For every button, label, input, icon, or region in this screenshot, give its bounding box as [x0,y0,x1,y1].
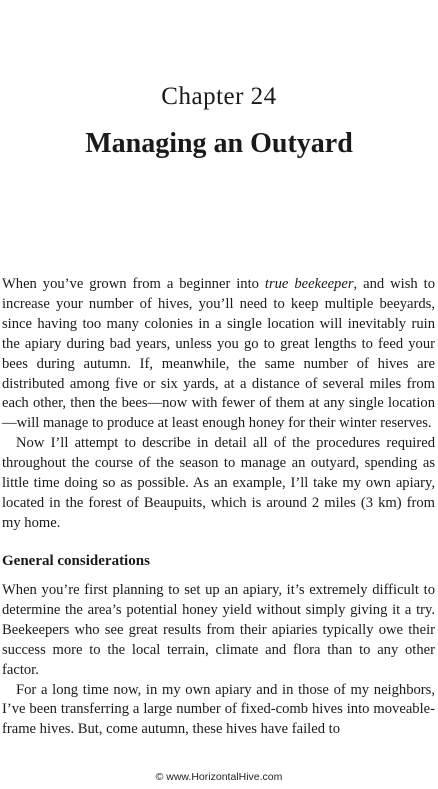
chapter-number: Chapter 24 [161,83,277,110]
section-heading: General considerations [2,553,150,569]
intro-p1-rest: , and wish to increase your number of hives, you’ll need to keep multiple beeyards, since having too many colonies in a single location will inevitably ruin the apiary during bad years, unless you go to great lengths to feed your bees during autumn. If, meanwhile, the same number of hives are distributed among five or six yards, at a distance of several miles from each other, then the bees—now with fewer of them at any single location—will manage to produce at least enough honey for their winter reserves. [2,276,436,432]
general-section [2,581,435,740]
copyright-footer: © www.HorizontalHive.com [155,771,283,783]
chapter-title: Managing an Outyard [85,128,353,159]
intro-p1-start: When you’ve grown from a beginner into [2,276,265,292]
general-paragraph-2: For a long time now, in my own apiary and in those of my neighbors, I’ve been transferring a large number of fixed-comb hives into moveable-frame hives. But, come autumn, these hives have failed to [2,681,435,738]
intro-paragraph-1 [2,275,435,434]
general-paragraph-1: When you’re first planning to set up an apiary, it’s extremely difficult to determine the area’s potential honey yield without simply giving it a try. Beekeepers who see great results from their apiaries typically owe their success more to the local terrain, climate and flora than to any other factor. [2,582,435,678]
intro-section [2,275,435,534]
emphasis-true-beekeeper: true beekeeper [264,276,354,292]
intro-paragraph-2: Now I’ll attempt to describe in detail all of the procedures required throughout the course of the season to manage an outyard, spending as little time doing so as possible. As an example, I’ll take my own apiary, located in the forest of Beaupuits, which is around 2 miles (3 km) from my home. [2,435,435,531]
